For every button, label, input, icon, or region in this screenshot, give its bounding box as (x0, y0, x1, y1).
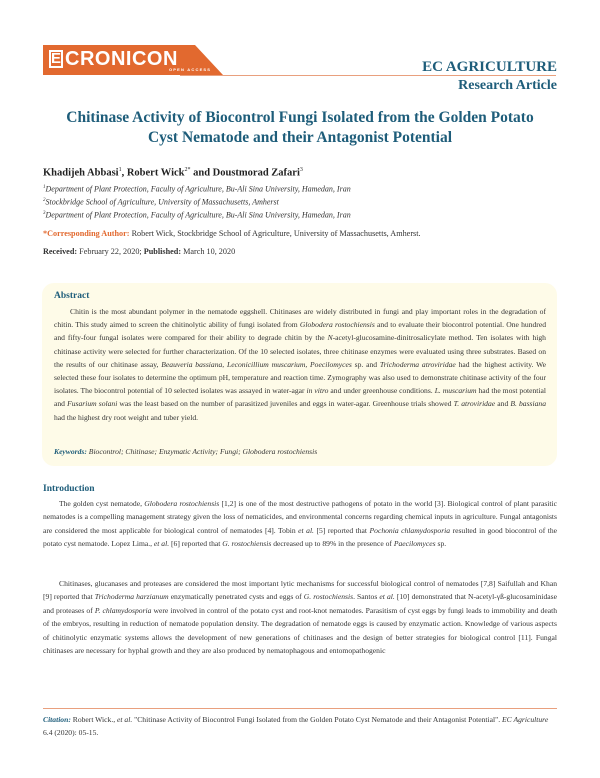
species-name: B. bassiana (510, 399, 547, 409)
author-affil-sup: 1 (118, 167, 122, 173)
abstract-text: and (495, 399, 511, 409)
abstract-text: was the least based on the number of parasitized juveniles and eggs in water-agar. Greenhouse trials showed (117, 399, 454, 409)
author-name: Doustmorad Zafari (212, 167, 300, 179)
species-name: G. rostochiensis (222, 539, 272, 549)
body-italic: et al. (379, 592, 395, 602)
species-name: Trichoderma harzianum (94, 592, 169, 602)
body-text: [1,2] is one of the most destructive pathogens of potato in the world [3]. Biological control of plant parasitic nematodes is a compelling management strategy given the loss of nematicides, and environmental concerns regarding chemical inputs in agriculture. Fungal antagonists are considered the most applicable for biological control of nematodes [4]. Tobin (43, 499, 557, 535)
published-label: Published: (143, 247, 182, 256)
author-name: Khadijeh Abbasi (43, 167, 119, 179)
affiliation-2 (43, 196, 279, 208)
citation-text: "Chitinase Activity of Biocontrol Fungi Isolated from the Golden Potato Cyst Nematode and their Antagonist Potential". (132, 715, 503, 724)
body-text: sp. (435, 539, 447, 549)
species-name: Fusarium solani (67, 399, 118, 409)
corresponding-author (43, 229, 421, 239)
received-label: Received: (43, 247, 78, 256)
author-name: Robert Wick (126, 167, 185, 179)
citation (43, 713, 557, 739)
body-text: resulted in good biocontrol of the potato cyst nematode. Lopez Lima., (43, 525, 558, 549)
body-text: The golden cyst nematode, (59, 499, 145, 508)
species-name: Trichoderma atroviridae (379, 359, 456, 369)
abstract-box (42, 283, 557, 466)
abstract-text: had the most potential and (54, 386, 546, 409)
keywords (54, 447, 317, 457)
abstract-italic: N (327, 333, 333, 343)
affiliation-1 (43, 183, 351, 195)
author-list (43, 164, 303, 180)
body-text: were involved in control of the potato cyst and root-knot nematodes. Parasitism of cyst eggs by fungi leads to immobility and death of the embryos, resulting in reduction of nematode population density. The degradation of nematode eggs is caused by enzymatic action. Knowledge of various aspects of chitinolytic enzymatic systems allows the development of new generations of chitinases and the design of better strategies for biological control [11]. Fungal chitinases are necessary for hyphal growth and they are also produced by nematophagous and entomopathogenic (43, 605, 558, 656)
species-name: Paecilomyces (393, 539, 436, 549)
author-separator: and (190, 167, 213, 179)
abstract-text: had the highest activity. We selected these four isolates to determine the optimum pH, temperature and reaction time. Zymography was also used to demonstrate chitinase activity of the four isolates. The biocontrol potential of 10 selected isolates was assayed in water-agar (54, 359, 547, 396)
author-separator: , (121, 167, 127, 179)
affil-text: Department of Plant Protection, Faculty of Agriculture, Bu-Ali Sina University, Hamedan, Iran (45, 184, 351, 194)
footer-divider (43, 708, 557, 709)
species-name: Pochonia chlamydosporia (369, 525, 451, 535)
received-date: February 22, 2020; (77, 247, 144, 256)
citation-italic: et al. (117, 715, 133, 724)
citation-label: Citation: (43, 715, 71, 724)
species-name: Beauveria bassiana, Leconicillium muscarium, Poecilomyces (161, 359, 352, 369)
body-italic: et al. (298, 525, 314, 535)
intro-paragraph-2 (43, 577, 557, 657)
introduction-heading: Introduction (43, 484, 95, 494)
corresponding-label: *Corresponding Author: (43, 229, 130, 238)
article-type: Research Article (458, 78, 557, 93)
species-name: T. atroviridae (453, 399, 496, 409)
published-date: March 10, 2020 (181, 247, 236, 256)
species-name: Globodera rostochiensis (144, 499, 220, 508)
abstract-body (54, 305, 546, 424)
species-name: Globodera rostochiensis (299, 320, 375, 330)
logo-tagline: OPEN ACCESS (169, 67, 212, 72)
abstract-text: and to evaluate their biocontrol potential. One hundred and fifty-four fungal isolates were compared for their ability to degrade chitin by the (54, 320, 546, 343)
paper-title: Chitinase Activity of Biocontrol Fungi Isolated from the Golden Potato Cyst Nematode and their Antagonist Potential (66, 109, 534, 146)
body-text: [5] reported that (313, 525, 370, 535)
intro-paragraph-1 (43, 497, 557, 551)
corresponding-text: Robert Wick, Stockbridge School of Agriculture, University of Massachusetts, Amherst. (129, 229, 421, 238)
abstract-text: had the highest dry root weight and tuber yield. (54, 412, 199, 422)
species-name: L. muscarium (434, 386, 477, 396)
body-text: [6] reported that (169, 539, 223, 549)
body-text: . Santos (353, 592, 380, 602)
citation-text: Robert Wick., (70, 715, 118, 724)
affil-sup: 2 (43, 198, 46, 203)
keywords-text: Biocontrol; Chitinase; Enzymatic Activity; Fungi; Globodera rostochiensis (86, 447, 318, 456)
body-text: enzymatically penetrated cysts and eggs of (168, 592, 304, 602)
keywords-label: Keywords: (54, 447, 87, 456)
species-name: P. chlamydosporia (94, 605, 152, 615)
abstract-italic: in vitro (306, 386, 329, 396)
abstract-text: Chitin is the most abundant polymer in the nematode eggshell. Chitinases are widely distributed in fungi and play important roles in the degradation of chitin. This study aimed to screen the chitinolytic ability of fungi isolated from (54, 307, 546, 330)
abstract-text: -acetyl-glucosamine-dinitrosalicylate method. Ten isolates with high chitinase activity were selected for further characterization. Of the 10 selected isolates, three chitinase enzymes were evaluated using three substrates. Based on the results of our chitinase assay, (54, 333, 546, 369)
affil-text: Department of Plant Protection, Faculty of Agriculture, Bu-Ali Sina University, Hamedan, Iran (45, 210, 351, 220)
species-name: G. rostochiensis (303, 592, 354, 602)
affil-sup: 3 (43, 211, 46, 216)
affil-sup: 1 (43, 185, 46, 190)
cronicon-logo (43, 45, 223, 75)
abstract-heading: Abstract (54, 291, 90, 301)
body-text: [10] demonstrated that N-acetyl-γß-glucosaminidase and proteases of (43, 592, 558, 615)
citation-text: 6.4 (2020): 05-15. (43, 728, 99, 737)
journal-name: EC AGRICULTURE (422, 59, 557, 75)
abstract-text: sp. and (351, 359, 380, 369)
citation-journal: EC Agriculture (502, 715, 549, 724)
affiliation-3 (43, 209, 351, 221)
publication-dates (43, 247, 235, 257)
body-text: Chitinases, glucanases and proteases are considered the most important lytic mechanisms for successful biological control of nematodes [7,8] Saifullah and Khan [9] reported that (43, 579, 557, 602)
body-italic: et al. (153, 539, 170, 549)
body-text: decreased up to 89% in the presence of (271, 539, 394, 549)
affil-text: Stockbridge School of Agriculture, University of Massachusetts, Amherst (45, 197, 279, 207)
abstract-text: and under greenhouse conditions. (328, 386, 435, 396)
author-affil-sup: 3 (299, 167, 303, 173)
logo-e-icon: E (51, 50, 62, 67)
author-affil-sup: 2* (184, 167, 191, 173)
logo-name: CRONICON (65, 48, 178, 70)
